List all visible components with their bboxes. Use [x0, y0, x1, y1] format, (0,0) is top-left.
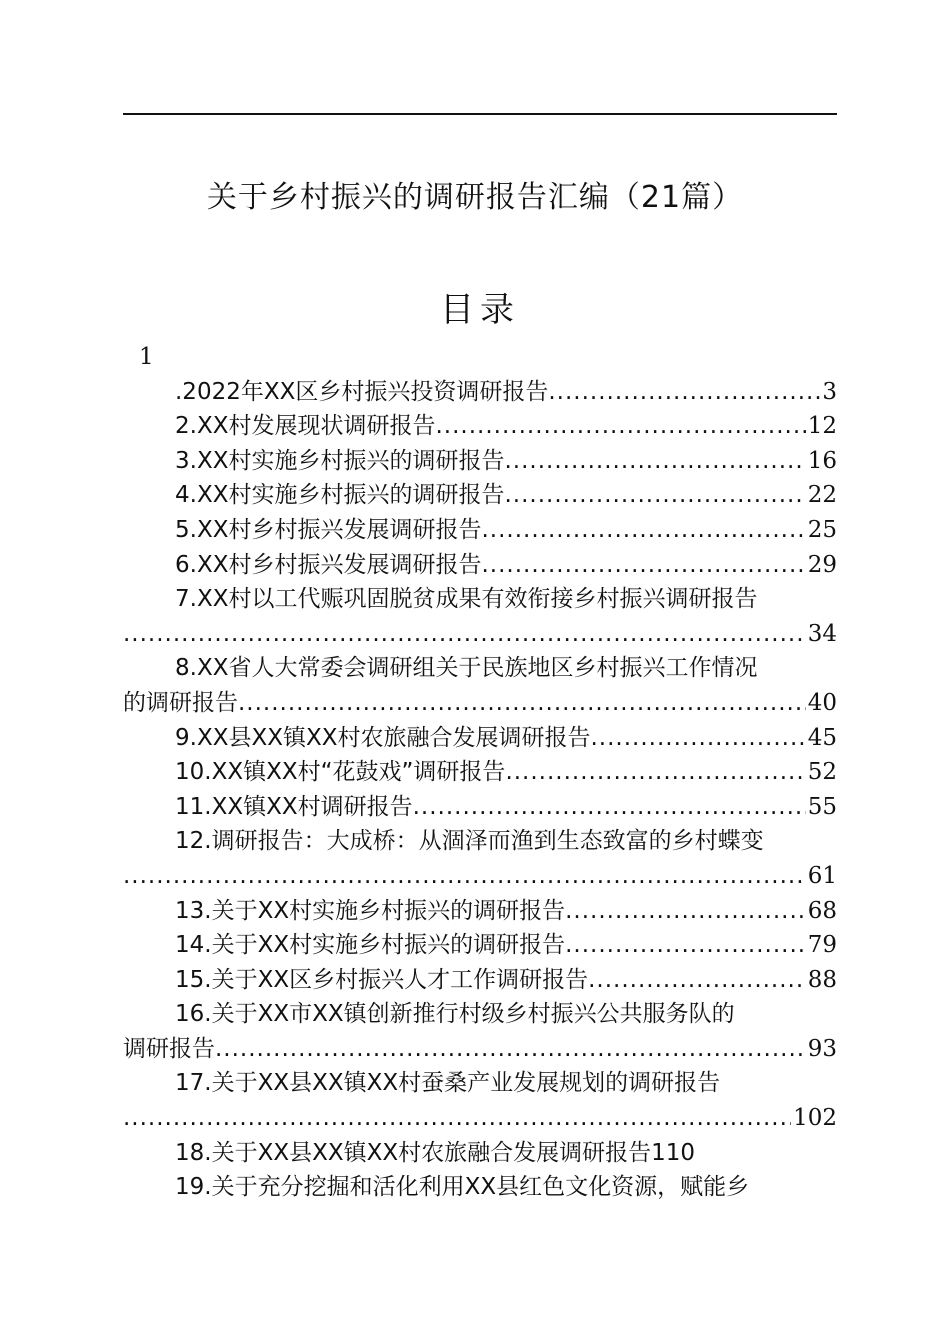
toc-page-number: 12: [807, 413, 837, 440]
toc-entry-text: 9.XX县XX镇XX村农旅融合发展调研报告: [175, 724, 591, 751]
toc-entry-text: 17.关于XX县XX镇XX村蚕桑产业发展规划的调研报告: [175, 1070, 721, 1097]
toc-entry-11[interactable]: [123, 790, 837, 825]
toc-page-number: 3: [822, 378, 837, 405]
toc-leader-dots: [238, 686, 806, 721]
toc-entry-text: 14.关于XX村实施乡村振兴的调研报告: [175, 932, 566, 959]
toc-leader-dots: [123, 617, 806, 652]
toc-entry-10[interactable]: [123, 755, 837, 790]
toc-entry-text: 8.XX省人大常委会调研组关于民族地区乡村振兴工作情况: [175, 655, 758, 682]
document-title: 关于乡村振兴的调研报告汇编（21篇）: [206, 180, 744, 215]
toc-page-number: 61: [807, 862, 837, 889]
toc-leader-dots: [215, 1032, 806, 1067]
header-rule: [123, 113, 837, 115]
toc-page-number: 93: [807, 1035, 837, 1062]
toc-entry-1[interactable]: [123, 375, 837, 410]
toc-page-number: 40: [807, 689, 837, 716]
toc-entry-8[interactable]: [123, 651, 837, 720]
toc-leader-dots: [123, 1101, 791, 1136]
toc-leader-dots: [413, 790, 806, 825]
toc-leader-dots: [590, 721, 805, 756]
toc-page-number: 16: [807, 447, 837, 474]
toc-entry-text: 12.调研报告：大成桥：从涸泽而渔到生态致富的乡村蝶变: [175, 828, 764, 855]
toc-leader-dots: [481, 548, 805, 583]
toc-leader-dots: [123, 859, 806, 894]
toc-entry-3[interactable]: [123, 444, 837, 479]
toc-entry-7[interactable]: [123, 582, 837, 651]
toc-leader-dots: [565, 928, 806, 963]
toc-page-number: 102: [793, 1105, 837, 1132]
toc-entry-text: 6.XX村乡村振兴发展调研报告: [175, 551, 482, 578]
toc-entry-text: 19.关于充分挖掘和活化利用XX县红色文化资源，赋能乡: [175, 1174, 750, 1201]
toc-leader-dots: [504, 444, 805, 479]
toc-stray-number: 1: [139, 344, 154, 370]
toc-entry-19[interactable]: [123, 1170, 837, 1205]
toc-entry-text: 15.关于XX区乡村振兴人才工作调研报告: [175, 966, 589, 993]
toc-page-number: 68: [807, 897, 837, 924]
toc-entry-text: 11.XX镇XX村调研报告: [175, 793, 413, 820]
toc-entry-continuation: 的调研报告: [123, 689, 238, 716]
toc-page-number: 29: [807, 551, 837, 578]
toc-entry-text: 2.XX村发展现状调研报告: [175, 413, 436, 440]
toc-entry-16[interactable]: [123, 997, 837, 1066]
toc-entry-2[interactable]: [123, 409, 837, 444]
toc-entry-13[interactable]: [123, 894, 837, 929]
toc-entry-text: 5.XX村乡村振兴发展调研报告: [175, 516, 482, 543]
toc-entry-text: 3.XX村实施乡村振兴的调研报告: [175, 447, 505, 474]
toc-page-number: 25: [807, 516, 837, 543]
toc-page-number: 52: [807, 759, 837, 786]
toc-entry-text: 13.关于XX村实施乡村振兴的调研报告: [175, 897, 566, 924]
toc-entry-text: 18.关于XX县XX镇XX村农旅融合发展调研报告110: [175, 1139, 696, 1166]
toc-leader-dots: [505, 755, 805, 790]
toc-leader-dots: [481, 513, 805, 548]
toc-leader-dots: [504, 478, 805, 513]
toc-leader-dots: [565, 894, 806, 929]
toc-entry-4[interactable]: [123, 478, 837, 513]
toc-entry-continuation: 调研报告: [123, 1035, 215, 1062]
table-of-contents: [123, 340, 837, 1205]
toc-entry-17[interactable]: [123, 1066, 837, 1135]
toc-page-number: 79: [807, 932, 837, 959]
toc-heading: 目录: [440, 290, 520, 330]
toc-entry-9[interactable]: [123, 721, 837, 756]
toc-entry-text: 10.XX镇XX村“花鼓戏”调研报告: [175, 759, 506, 786]
toc-page-number: 55: [807, 793, 837, 820]
toc-page-number: 22: [807, 482, 837, 509]
toc-leader-dots: [588, 963, 806, 998]
toc-page-number: 34: [807, 620, 837, 647]
toc-entry-text: 4.XX村实施乡村振兴的调研报告: [175, 482, 505, 509]
toc-entry-14[interactable]: [123, 928, 837, 963]
toc-page-number: 88: [807, 966, 837, 993]
toc-entry-18[interactable]: [123, 1136, 837, 1171]
toc-entry-text: 7.XX村以工代赈巩固脱贫成果有效衔接乡村振兴调研报告: [175, 586, 758, 613]
toc-entry-text: 16.关于XX市XX镇创新推行村级乡村振兴公共服务队的: [175, 1001, 735, 1028]
toc-page-number: 45: [807, 724, 837, 751]
toc-leader-dots: [435, 409, 805, 444]
toc-entry-text: .2022年XX区乡村振兴投资调研报告: [175, 378, 549, 405]
toc-entry-5[interactable]: [123, 513, 837, 548]
toc-entry-6[interactable]: [123, 548, 837, 583]
toc-leader-dots: [548, 375, 820, 410]
toc-entry-15[interactable]: [123, 963, 837, 998]
toc-entry-12[interactable]: [123, 824, 837, 893]
